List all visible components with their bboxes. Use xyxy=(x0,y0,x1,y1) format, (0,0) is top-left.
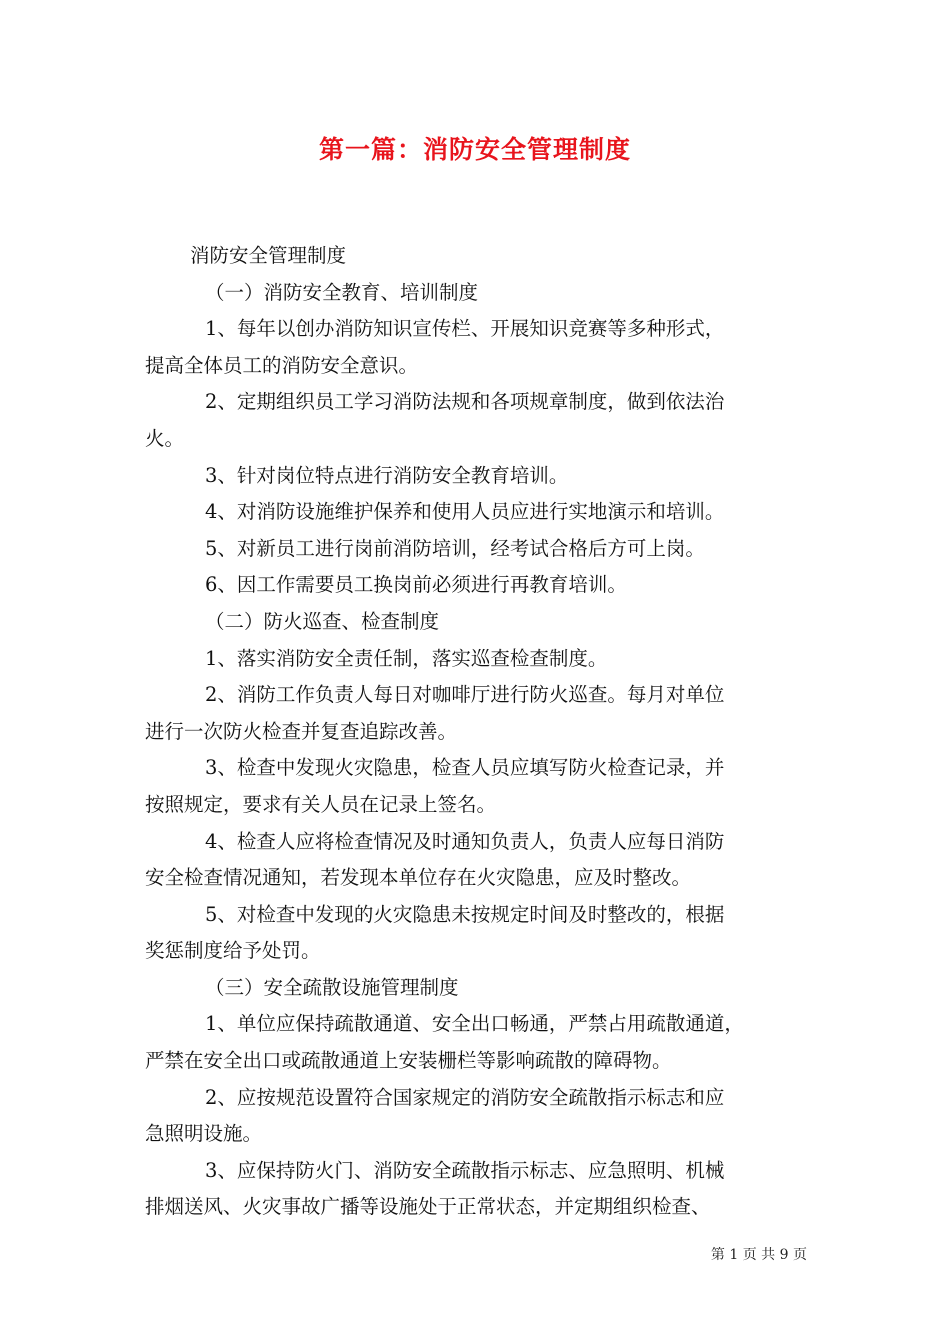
paragraph: 进行一次防火检查并复查追踪改善。 xyxy=(145,719,458,743)
paragraph: 急照明设施。 xyxy=(145,1122,263,1146)
paragraph xyxy=(145,348,810,385)
paragraph: 严禁在安全出口或疏散通道上安装栅栏等影响疏散的障碍物。 xyxy=(145,1049,672,1073)
paragraph-line: 1、每年以创办消防知识宣传栏、开展知识竞赛等多种形式， xyxy=(205,317,725,341)
document-heading: 消防安全管理制度 xyxy=(190,244,347,267)
section-heading: （二）防火巡查、检查制度 xyxy=(205,609,440,633)
document-body xyxy=(145,238,810,1226)
paragraph: 3、检查中发现火灾隐患，检查人员应填写防火检查记录，并 xyxy=(205,756,725,780)
paragraph: 2、消防工作负责人每日对咖啡厅进行防火巡查。每月对单位 xyxy=(205,683,725,707)
paragraph: 4、检查人应将检查情况及时通知负责人，负责人应每日消防 xyxy=(205,829,725,853)
paragraph xyxy=(145,311,810,348)
paragraph-line: 火。 xyxy=(145,426,185,450)
paragraph: 2、应按规范设置符合国家规定的消防安全疏散指示标志和应 xyxy=(205,1085,725,1109)
paragraph: 奖惩制度给予处罚。 xyxy=(145,939,321,963)
section-heading: （一）消防安全教育、培训制度 xyxy=(205,280,479,304)
paragraph: 4、对消防设施维护保养和使用人员应进行实地演示和培训。 xyxy=(205,500,725,524)
paragraph: 1、单位应保持疏散通道、安全出口畅通，严禁占用疏散通道， xyxy=(205,1012,744,1036)
paragraph: 安全检查情况通知，若发现本单位存在火灾隐患，应及时整改。 xyxy=(145,866,692,890)
paragraph: 排烟送风、火灾事故广播等设施处于正常状态，并定期组织检查、 xyxy=(145,1195,711,1219)
paragraph: 3、针对岗位特点进行消防安全教育培训。 xyxy=(205,463,569,487)
paragraph xyxy=(145,421,810,458)
document-title: 第一篇：消防安全管理制度 xyxy=(318,135,631,164)
paragraph: 1、落实消防安全责任制，落实巡查检查制度。 xyxy=(205,646,608,670)
paragraph: 5、对检查中发现的火灾隐患未按规定时间及时整改的，根据 xyxy=(205,902,725,926)
paragraph: 3、应保持防火门、消防安全疏散指示标志、应急照明、机械 xyxy=(205,1158,725,1182)
page-number: 第 1 页 共 9 页 xyxy=(710,1247,807,1263)
paragraph-line: 提高全体员工的消防安全意识。 xyxy=(145,353,419,377)
paragraph: 6、因工作需要员工换岗前必须进行再教育培训。 xyxy=(205,573,627,597)
section-heading: （三）安全疏散设施管理制度 xyxy=(205,975,459,999)
paragraph: 按照规定，要求有关人员在记录上签名。 xyxy=(145,792,497,816)
paragraph-line: 2、定期组织员工学习消防法规和各项规章制度，做到依法治 xyxy=(205,390,725,414)
paragraph: 5、对新员工进行岗前消防培训，经考试合格后方可上岗。 xyxy=(205,536,705,560)
paragraph xyxy=(145,384,810,421)
